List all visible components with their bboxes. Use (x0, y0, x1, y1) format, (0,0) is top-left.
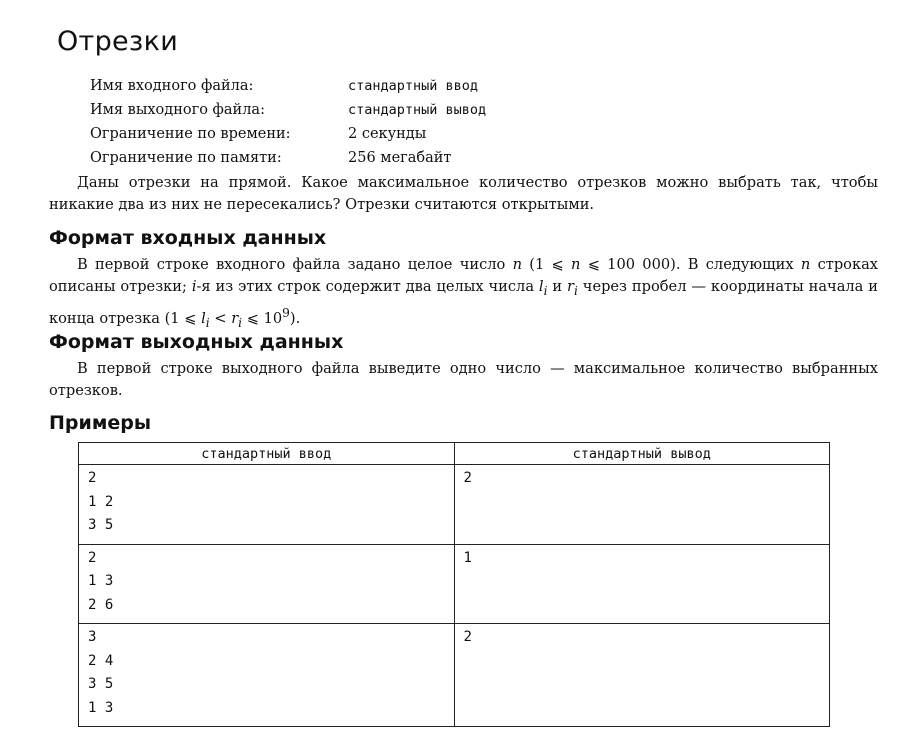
limit-row (90, 98, 486, 122)
example-output-line: 2 (463, 470, 472, 486)
example-output-cell (454, 544, 830, 624)
limit-row (90, 74, 486, 98)
example-input-line: 3 (88, 629, 97, 645)
examples-output-header: стандартный вывод (454, 443, 830, 465)
example-output-cell (454, 624, 830, 727)
limits-block (90, 74, 486, 170)
limit-label: Имя входного файла: (90, 78, 254, 94)
example-input-line: 1 3 (88, 699, 114, 716)
example-input-line: 2 6 (88, 596, 114, 613)
input-format-heading: Формат входных данных (49, 227, 327, 249)
example-row (79, 465, 830, 545)
limit-value: стандартный вывод (348, 102, 487, 118)
limit-row (90, 122, 486, 146)
example-row (79, 624, 830, 727)
example-input-cell (79, 544, 455, 624)
limit-value: 256 мегабайт (348, 150, 452, 166)
problem-title: Отрезки (57, 26, 179, 57)
examples-heading: Примеры (49, 412, 152, 434)
limit-row (90, 146, 486, 170)
example-input-line: 3 5 (88, 517, 114, 533)
output-format-text: В первой строке выходного файла выведите одно число — максимальное количество выбранных отрезков. (49, 360, 878, 399)
example-input-line: 3 5 (88, 676, 114, 692)
limit-label: Имя выходного файла: (90, 102, 265, 118)
example-input-line: 2 (88, 470, 97, 486)
limit-label: Ограничение по времени: (90, 126, 291, 142)
example-input-line: 1 3 (88, 573, 114, 589)
output-format-heading: Формат выходных данных (49, 331, 344, 353)
example-input-cell (79, 465, 455, 545)
example-input-line: 2 (88, 549, 97, 566)
limit-label: Ограничение по памяти: (90, 150, 282, 166)
example-input-cell (79, 624, 455, 727)
example-output-cell (454, 465, 830, 545)
examples-input-header: стандартный ввод (79, 443, 455, 465)
examples-table (78, 442, 830, 727)
limit-value: стандартный ввод (348, 78, 479, 94)
example-input-line: 1 2 (88, 493, 114, 510)
statement-text: Даны отрезки на прямой. Какое максимальное количество отрезков можно выбрать так, чтобы никакие два из них не пересекались? Отрезки считаются открытыми. (49, 174, 878, 213)
example-input-line: 2 4 (88, 652, 114, 669)
example-output-line: 2 (463, 629, 472, 645)
example-output-line: 1 (463, 549, 472, 566)
limit-value: 2 секунды (348, 126, 427, 142)
input-format-text: В первой строке входного файла задано целое число n (1 ⩽ n ⩽ 100 000). В следующих n строках описаны отрезки; i-я из этих строк содержит два целых числа $l_i$ и $r_i$ через пробел — координаты начала и конца отрезка (1 ⩽ $l_i < r_i$ ⩽ $10^9$). (49, 256, 879, 330)
example-row (79, 544, 830, 624)
